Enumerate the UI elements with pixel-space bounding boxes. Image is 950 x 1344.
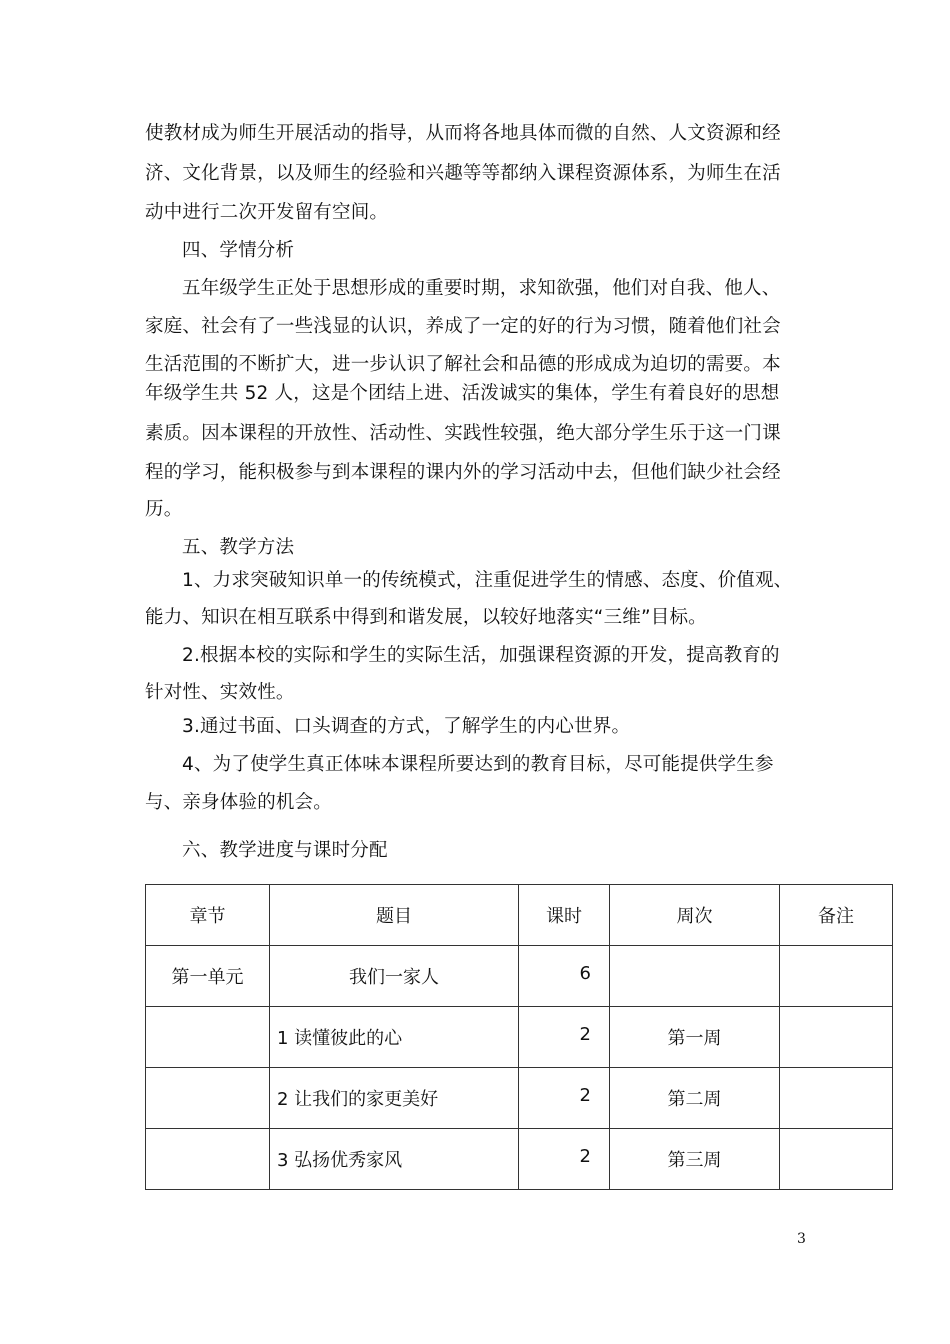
- table-row: [146, 946, 893, 1007]
- topic-cell: 1 读懂彼此的心: [270, 1007, 519, 1068]
- topic-cell: 我们一家人: [270, 946, 519, 1007]
- hours-cell: 2: [519, 1068, 610, 1129]
- paragraph-line: 年级学生共 52 人，这是个团结上进、活泼诚实的集体，学生有着良好的思想: [145, 383, 780, 404]
- notes-cell: [780, 1007, 893, 1068]
- paragraph-line: 能力、知识在相互联系中得到和谐发展，以较好地落实“三维”目标。: [145, 607, 707, 628]
- paragraph-line: 3.通过书面、口头调查的方式，了解学生的内心世界。: [182, 716, 631, 737]
- topic-cell: 3 弘扬优秀家风: [270, 1129, 519, 1190]
- hours-cell: 6: [519, 946, 610, 1007]
- chapter-cell: 第一单元: [146, 946, 270, 1007]
- section-heading-6: 六、教学进度与课时分配: [182, 840, 388, 861]
- paragraph-line: 历。: [145, 499, 183, 520]
- header-cell-topic: 题目: [270, 885, 519, 946]
- notes-cell: [780, 946, 893, 1007]
- paragraph-line: 素质。因本课程的开放性、活动性、实践性较强，绝大部分学生乐于这一门课: [145, 423, 781, 444]
- schedule-table: [145, 884, 893, 1190]
- paragraph-line: 济、文化背景，以及师生的经验和兴趣等等都纳入课程资源体系，为师生在活: [145, 163, 781, 184]
- week-cell: 第一周: [610, 1007, 780, 1068]
- header-cell-week: 周次: [610, 885, 780, 946]
- topic-cell: 2 让我们的家更美好: [270, 1068, 519, 1129]
- chapter-cell: [146, 1068, 270, 1129]
- week-cell: [610, 946, 780, 1007]
- paragraph-line: 生活范围的不断扩大，进一步认识了解社会和品德的形成成为迫切的需要。本: [145, 354, 781, 375]
- page-number: 3: [797, 1231, 806, 1247]
- chapter-cell: [146, 1007, 270, 1068]
- paragraph-line: 家庭、社会有了一些浅显的认识，养成了一定的好的行为习惯，随着他们社会: [145, 316, 781, 337]
- paragraph-line: 2.根据本校的实际和学生的实际生活，加强课程资源的开发，提高教育的: [182, 645, 780, 666]
- week-cell: 第三周: [610, 1129, 780, 1190]
- paragraph-line: 与、亲身体验的机会。: [145, 792, 333, 813]
- header-cell-chapter: 章节: [146, 885, 270, 946]
- notes-cell: [780, 1068, 893, 1129]
- table-row: [146, 1129, 893, 1190]
- paragraph-line: 针对性、实效性。: [145, 682, 295, 703]
- chapter-cell: [146, 1129, 270, 1190]
- paragraph-line: 4、为了使学生真正体味本课程所要达到的教育目标，尽可能提供学生参: [182, 754, 774, 775]
- week-cell: 第二周: [610, 1068, 780, 1129]
- paragraph-line: 五年级学生正处于思想形成的重要时期，求知欲强，他们对自我、他人、: [182, 278, 781, 299]
- notes-cell: [780, 1129, 893, 1190]
- paragraph-line: 动中进行二次开发留有空间。: [145, 202, 389, 223]
- paragraph-line: 程的学习，能积极参与到本课程的课内外的学习活动中去，但他们缺少社会经: [145, 462, 781, 483]
- table-header-row: [146, 885, 893, 946]
- section-heading-4: 四、学情分析: [182, 240, 295, 261]
- hours-cell: 2: [519, 1129, 610, 1190]
- paragraph-line: 1、力求突破知识单一的传统模式，注重促进学生的情感、态度、价值观、: [182, 570, 793, 591]
- header-cell-notes: 备注: [780, 885, 893, 946]
- section-heading-5: 五、教学方法: [182, 537, 295, 558]
- hours-cell: 2: [519, 1007, 610, 1068]
- header-cell-hours: 课时: [519, 885, 610, 946]
- table-row: [146, 1007, 893, 1068]
- paragraph-line: 使教材成为师生开展活动的指导，从而将各地具体而微的自然、人文资源和经: [145, 123, 781, 144]
- table-row: [146, 1068, 893, 1129]
